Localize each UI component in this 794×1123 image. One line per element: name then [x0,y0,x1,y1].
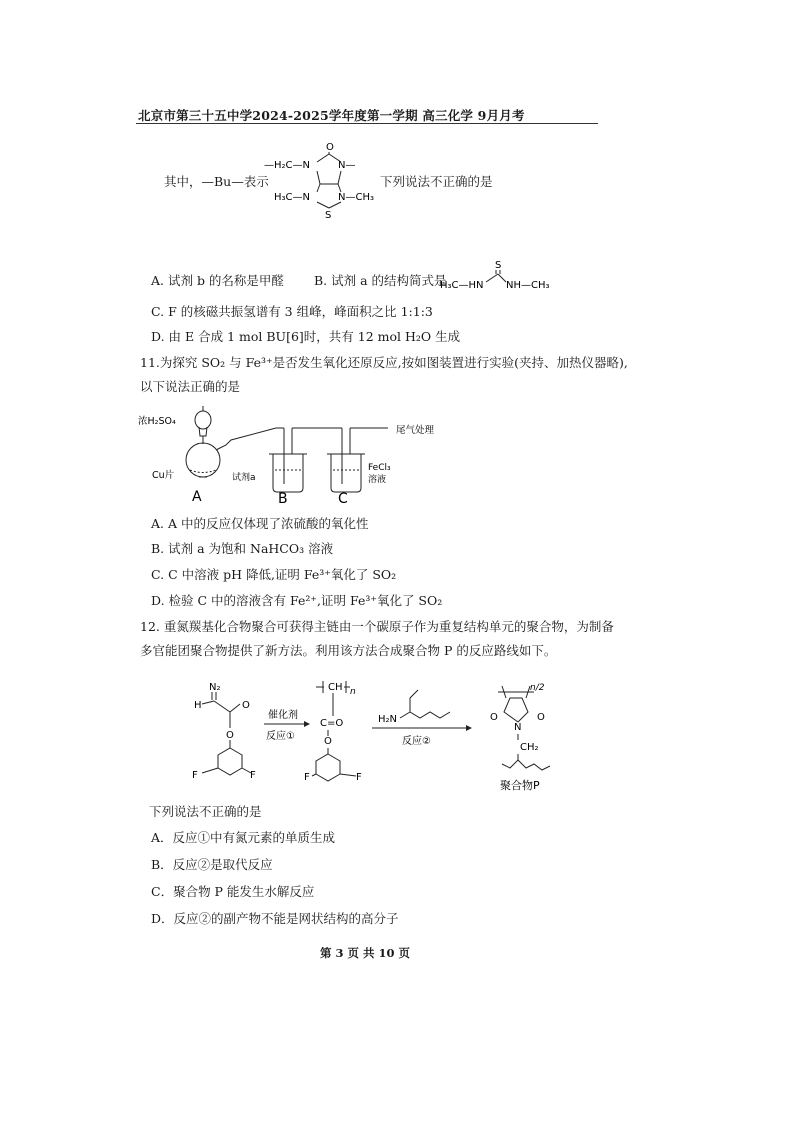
q11-option-a: A. A 中的反应仅体现了浓硫酸的氧化性 [151,516,369,531]
fecl3-label-1: FeCl₃ [368,463,391,473]
amine-h2n: H₂N [378,714,398,725]
apparatus-b-label: B [278,491,288,507]
polymer-n-atom: N [514,722,522,733]
catalyst-label: 催化剂 [268,710,298,721]
monomer [192,682,256,781]
q11-option-c: C. C 中溶液 pH 降低,证明 Fe³⁺氧化了 SO₂ [151,567,397,582]
monomer-o-ester: O [226,730,234,741]
q11-stem-line2: 以下说法正确的是 [140,379,241,394]
cu-label: Cu片 [152,470,175,481]
intermediate-polymer [304,681,362,783]
polymer-p [490,683,550,792]
q10-option-d: D. 由 E 合成 1 mol BU[6]时，共有 12 mol H₂O 生成 [151,329,461,344]
intermediate-ch: CH [328,682,343,693]
q12-option-c: C．聚合物 P 能发生水解反应 [151,884,315,899]
apparatus-b [269,428,334,492]
polymer-o-right: O [537,712,545,723]
q12-option-d: D．反应②的副产物不能是网状结构的高分子 [151,911,399,926]
intermediate-co: C=O [320,718,344,729]
intermediate-f-right: F [356,772,362,783]
tail-gas-label: 尾气处理 [396,425,435,436]
page-footer: 第 3 页 共 10 页 [320,946,411,960]
header-rule [136,123,598,124]
reaction-2-label: 反应② [402,736,431,747]
polymer-p-label: 聚合物P [500,779,540,792]
bu-h3c-label: H₃C—N [274,192,310,203]
apparatus-c-label: C [338,491,348,507]
q10-option-a: A. 试剂 b 的名称是甲醛 [151,273,284,288]
monomer-f-right: F [250,770,256,781]
reagent-a-label: 试剂a [232,473,256,483]
intermediate-n: n [350,687,356,697]
q12-question: 下列说法不正确的是 [149,804,262,819]
monomer-f-left: F [192,770,198,781]
page-header: 北京市第三十五中学2024-2025学年度第一学期 高三化学 9月月考 [138,108,525,123]
acid-label: 浓H₂SO₄ [138,416,176,427]
q10-option-c: C. F 的核磁共振氢谱有 3 组峰，峰面积之比 1:1:3 [151,304,433,319]
reagent-a-left: H₃C—HN [440,280,484,291]
polymer-n-half: n/2 [530,683,545,693]
q12-option-a: A．反应①中有氮元素的单质生成 [151,830,336,845]
monomer-h: H [194,700,202,711]
q12-stem-line2: 多官能团聚合物提供了新方法。利用该方法合成聚合物 P 的反应路线如下。 [140,643,557,658]
bu-h2c-label: —H₂C—N [264,160,310,171]
q12-option-b: B．反应②是取代反应 [151,857,273,872]
monomer-o-top: O [242,700,250,711]
fecl3-label-2: 溶液 [368,475,387,485]
bu-o-label: O [326,142,334,153]
reaction-arrow-1 [264,708,310,742]
polymer-ch2: CH₂ [520,742,539,753]
bu-n-methyl-label: N— [338,160,356,171]
q11-option-b: B. 试剂 a 为饱和 NaHCO₃ 溶液 [151,541,334,556]
q11-stem-line1: 11.为探究 SO₂ 与 Fe³⁺是否发生氧化还原反应,按如图装置进行实验(夹持、加热仪器略), [140,355,628,370]
polymer-o-left: O [490,712,498,723]
reagent-a-structure [438,258,558,294]
apparatus-diagram [136,400,466,508]
apparatus-a-label: A [192,489,202,505]
intermediate-f-left: F [304,772,310,783]
bu-prefix-text: 其中，—Bu—表示 [164,174,269,189]
q11-option-d: D. 检验 C 中的溶液含有 Fe²⁺,证明 Fe³⁺氧化了 SO₂ [151,593,443,608]
reagent-a-bonds [486,270,506,282]
reaction-arrow-2 [372,690,472,747]
bu-nch3-label: N—CH₃ [338,192,374,203]
intermediate-o: O [324,736,332,747]
monomer-n2: N₂ [209,682,221,693]
bu-structure-diagram [262,138,380,222]
reagent-a-right: NH—CH₃ [506,280,550,291]
apparatus-a [186,406,276,477]
q10-option-b: B. 试剂 a 的结构简式是 [314,273,447,288]
reagent-a-s: S [495,260,502,271]
reaction-1-label: 反应① [266,731,295,742]
bu-suffix-text: 下列说法不正确的是 [380,174,493,189]
q12-stem-line1: 12. 重氮羰基化合物聚合可获得主链由一个碳原子作为重复结构单元的聚合物，为制备 [140,619,614,634]
reaction-scheme [180,676,600,794]
bu-s-label: S [325,210,332,221]
